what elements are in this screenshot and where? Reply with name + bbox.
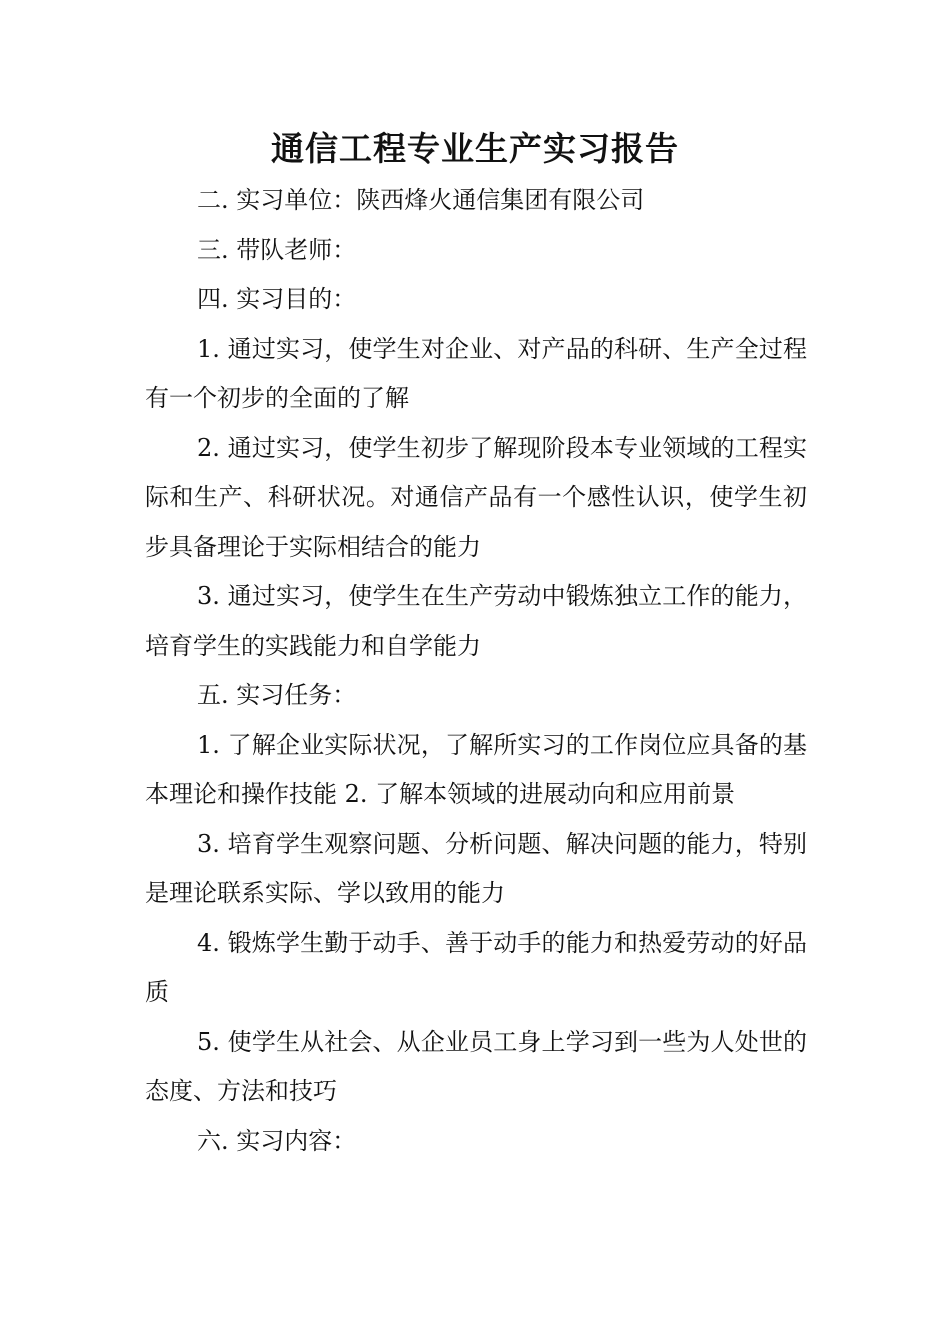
section-practice-unit: 二. 实习单位：陕西烽火通信集团有限公司 bbox=[197, 186, 645, 214]
task-item-4: 4. 锻炼学生勤于动手、善于动手的能力和热爱劳动的好品质 bbox=[145, 928, 807, 1006]
task-item-5: 5. 使学生从社会、从企业员工身上学习到一些为人处世的态度、方法和技巧 bbox=[145, 1027, 807, 1105]
document-body bbox=[145, 176, 807, 1166]
section-supervisor: 三. 带队老师： bbox=[197, 235, 357, 264]
section-content-heading: 六. 实习内容： bbox=[197, 1126, 357, 1155]
document-title: 通信工程专业生产实习报告 bbox=[271, 129, 679, 168]
task-item-3: 3. 培育学生观察问题、分析问题、解决问题的能力，特别是理论联系实际、学以致用的能力 bbox=[145, 829, 807, 907]
task-item-1-2: 1. 了解企业实际状况，了解所实习的工作岗位应具备的基本理论和操作技能 2. 了解本领域的进展动向和应用前景 bbox=[145, 730, 807, 808]
purpose-item-2: 2. 通过实习，使学生初步了解现阶段本专业领域的工程实际和生产、科研状况。对通信产品有一个感性认识，使学生初步具备理论于实际相结合的能力 bbox=[145, 433, 807, 561]
section-purpose-heading: 四. 实习目的： bbox=[197, 285, 357, 313]
section-tasks-heading: 五. 实习任务： bbox=[197, 681, 357, 709]
purpose-item-3: 3. 通过实习，使学生在生产劳动中锻炼独立工作的能力，培育学生的实践能力和自学能力 bbox=[145, 582, 807, 660]
purpose-item-1: 1. 通过实习，使学生对企业、对产品的科研、生产全过程有一个初步的全面的了解 bbox=[145, 334, 807, 412]
